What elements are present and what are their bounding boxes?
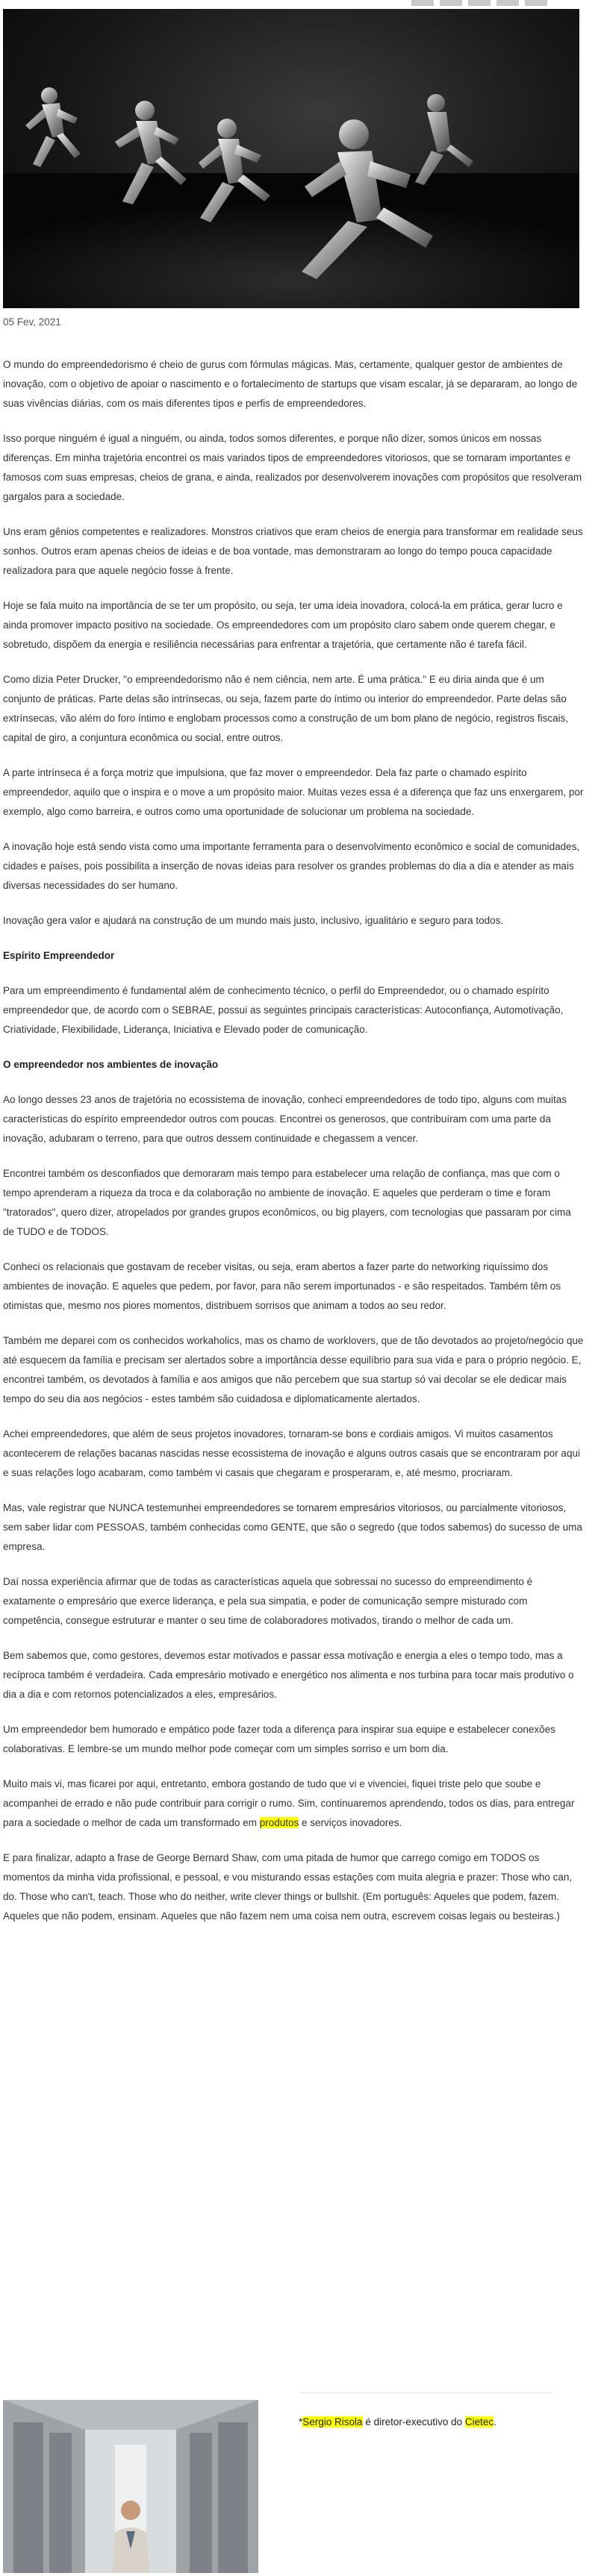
- section-heading: O empreendedor nos ambientes de inovação: [3, 1059, 219, 1070]
- paragraph: Também me deparei com os conhecidos workaholics, mas os chamo de worklovers, que de tão devotados ao projeto/negócio que até esquecem da família e precisam ser alertados sobre a importância desse equilíbrio para sua vida e para o próprio negócio. E, encontrei também, os devotados à família e aos amigos que não percebem que sua startup só vai decolar se ele dedicar mais tempo do seu dia aos negócios - estes também são cuidadosa e diplomaticamente alertados.: [3, 1335, 584, 1404]
- author-credit: [299, 2416, 496, 2427]
- article-date: 05 Fev, 2021: [3, 316, 61, 328]
- toolbar-tab-5[interactable]: [525, 0, 547, 6]
- paragraph: Isso porque ninguém é igual a ninguém, ou ainda, todos somos diferentes, e porque não dizer, somos únicos em nossas diferenças. Em minha trajetória encontrei os mais variados tipos de empreendedores vitoriosos, que se tornaram importantes e famosos com suas empresas, cheios de grana, e ainda, realizados por desenvolverem inovações com propósitos que resolveram gargalos para a sociedade.: [3, 433, 582, 502]
- runner-far-left: [25, 87, 81, 167]
- paragraph: E para finalizar, adapto a frase de George Bernard Shaw, com uma pitada de humor que carrego comigo em TODOS os momentos da minha vida profissional, e pessoal, e vou misturando essas estações com muita alegria e prazer: Those who can, do. Those who can't, teach. Those who do neither, write clever things or bullshit. (Em português: Aqueles que podem, fazem. Aqueles que não podem, ensinam. Aqueles que não fazem nem uma coisa nem outra, escrevem coisas legais ou besteiras.): [3, 1852, 573, 1922]
- author-org[interactable]: Cietec: [464, 2416, 494, 2427]
- author-role: é diretor-executivo do: [362, 2416, 465, 2427]
- paragraph: Um empreendedor bem humorado e empático pode fazer toda a diferença para inspirar sua equipe e estabelecer conexões colaborativas. E lembre-se um mundo melhor pode começar com um simples sorriso e um bom dia.: [3, 1724, 555, 1754]
- toolbar-tab-3[interactable]: [468, 0, 491, 6]
- paragraph: A inovação hoje está sendo vista como uma importante ferramenta para o desenvolvimento econômico e social de comunidades, cidades e países, pois possibilita a inserção de novas ideias para resolver os grandes problemas do dia a dia e atender as mais diversas necessidades do ser humano.: [3, 841, 580, 891]
- paragraph: Para um empreendimento é fundamental além de conhecimento técnico, o perfil do Empreendedor, ou o chamado espírito empreendedor que, de acordo com o SEBRAE, possui as seguintes principais características: Autoconfiança, Automotivação, Criatividade, Flexibilidade, Liderança, Iniciativa e Elevado poder de comunicação.: [3, 985, 564, 1035]
- paragraph: Como dizia Peter Drucker, "o empreendedorismo não é nem ciência, nem arte. É uma prática." E eu diria ainda que é um conjunto de práticas. Parte delas são intrínsecas, ou seja, fazem parte do íntimo ou interior do empreendedor. Parte delas são extrínsecas, vão além do foro íntimo e englobam processos como a construção de um bom plano de negócio, registros fiscais, capital de giro, a conjuntura econômica ou social, entre outros.: [3, 674, 569, 743]
- paragraph: Bem sabemos que, como gestores, devemos estar motivados e passar essa motivação e energia a eles o tempo todo, mas a recíproca também é verdadeira. Cada empresário motivado e energético nos alimenta e nos turbina para tocar mais produtivo o dia a dia e com retornos potencializados a eles, empresários.: [3, 1650, 574, 1700]
- paragraph: Hoje se fala muito na importância de se ter um propósito, ou seja, ter uma ideia inovadora, colocá-la em prática, gerar lucro e ainda promover impacto positivo na sociedade. Os empreendedores com um propósito claro sabem onde querem chegar, e sobretudo, dispõem da energia e resiliência necessárias para enfrentar a trajetória, que certamente não é tarefa fácil.: [3, 600, 563, 650]
- toolbar-tab-1[interactable]: [411, 0, 434, 6]
- runners-illustration: [3, 9, 579, 308]
- paragraph-text: e serviços inovadores.: [299, 1817, 402, 1828]
- author-name[interactable]: Sergio Risola: [302, 2416, 363, 2427]
- paragraph: Achei empreendedores, que além de seus projetos inovadores, tornaram-se bons e cordiais amigos. Vi muitos casamentos acontecerem de relações bacanas nascidas nesse ecossistema de inovação e alguns outros casais que se encontraram por aqui e suas relações logo acabaram, como também vi casais que chegaram e prosperaram, e, até mesmo, procriaram.: [3, 1428, 580, 1478]
- paragraph: Mas, vale registrar que NUNCA testemunhei empreendedores se tornarem empresários vitoriosos, ou parcialmente vitoriosos, sem saber lidar com PESSOAS, também conhecidas como GENTE, que são o segredo (que todos sabemos) do sucesso de uma empresa.: [3, 1502, 582, 1552]
- paragraph: Daí nossa experiência afirmar que de todas as características aquela que sobressai no sucesso do empreendimento é exatamente o empresário que exerce liderança, e pela sua simpatia, e poder de comunicação sempre misturado com competência, consegue estruturar e manter o seu time de colaboradores motivados, tirando o melhor de cada um.: [3, 1576, 533, 1626]
- paragraph: Encontrei também os desconfiados que demoraram mais tempo para estabelecer uma relação de confiança, mas que com o tempo aprenderam a riqueza da troca e da colaboração no ambiente de inovação. E aqueles que perderam o time e foram "tratorados", quero dizer, atropelados por grandes grupos econômicos, ou big players, com tecnologias que passaram por cima de TUDO e de TODOS.: [3, 1168, 571, 1237]
- paragraph: A parte intrínseca é a força motriz que impulsiona, que faz mover o empreendedor. Dela faz parte o chamado espírito empreendedor, aquilo que o inspira e o move a um propósito maior. Muitas vezes essa é a diferença que faz uns enxergarem, por exemplo, algo como barreira, e outros como uma oportunidade de solucionar um problema na sociedade.: [3, 767, 584, 817]
- toolbar-tab-4[interactable]: [496, 0, 519, 6]
- highlighted-word: produtos: [259, 1817, 299, 1828]
- paragraph: Uns eram gênios competentes e realizadores. Monstros criativos que eram cheios de energia para transformar em realidade seus sonhos. Outros eram apenas cheios de ideias e de boa vontade, mas demonstraram ao longo do tempo pouca capacidade realizadora para que aquele negócio fosse à frente.: [3, 526, 583, 576]
- toolbar-tab-2[interactable]: [440, 0, 462, 6]
- hero-runners-image: [3, 9, 579, 308]
- top-toolbar: [411, 0, 547, 6]
- author-prefix: *: [299, 2416, 303, 2427]
- paragraph: Inovação gera valor e ajudará na construção de um mundo mais justo, inclusivo, igualitário e seguro para todos.: [3, 915, 504, 926]
- runner-right: [415, 94, 473, 185]
- paragraph: [3, 1775, 584, 1833]
- paragraph: O mundo do empreendedorismo é cheio de gurus com fórmulas mágicas. Mas, certamente, qualquer gestor de ambientes de inovação, com o objetivo de apoiar o nascimento e o fortalecimento de startups que visam escalar, já se depararam, ao longo de suas vivências diárias, com os mais diferentes tipos e perfis de empreendedores.: [3, 359, 578, 409]
- paragraph: Conheci os relacionais que gostavam de receber visitas, ou seja, eram abertos a fazer parte do networking riquíssimo dos ambientes de inovação. E aqueles que pedem, por favor, para não serem importunados - e são respeitados. Também têm os otimistas que, mesmo nos piores momentos, distribuem sorrisos que animam a todos ao seu redor.: [3, 1261, 561, 1311]
- server-room-illustration: [3, 2400, 258, 2573]
- article-body: [3, 355, 584, 1942]
- divider: [299, 2392, 552, 2393]
- author-photo: [3, 2400, 258, 2573]
- paragraph-text: Muito mais vi, mas ficarei por aqui, entretanto, embora gostando de tudo que vi e vivenciei, fiquei triste pelo que soube e acompanhei de errado e não pude contribuir para corrigir o rumo. Sim, continuaremos aprendendo, todos os dias, para entregar para a sociedade o melhor de cada um transformado em: [3, 1778, 575, 1828]
- section-heading: Espírito Empreendedor: [3, 950, 115, 961]
- paragraph: Ao longo desses 23 anos de trajetória no ecossistema de inovação, conheci empreendedores de todo tipo, alguns com muitas características do espírito empreendedor outros com poucas. Encontrei os generosos, que contribuíram com uma parte da inovação, adubaram o terreno, para que outros dessem continuidade e chegassem a vencer.: [3, 1094, 567, 1144]
- author-suffix: .: [493, 2416, 496, 2427]
